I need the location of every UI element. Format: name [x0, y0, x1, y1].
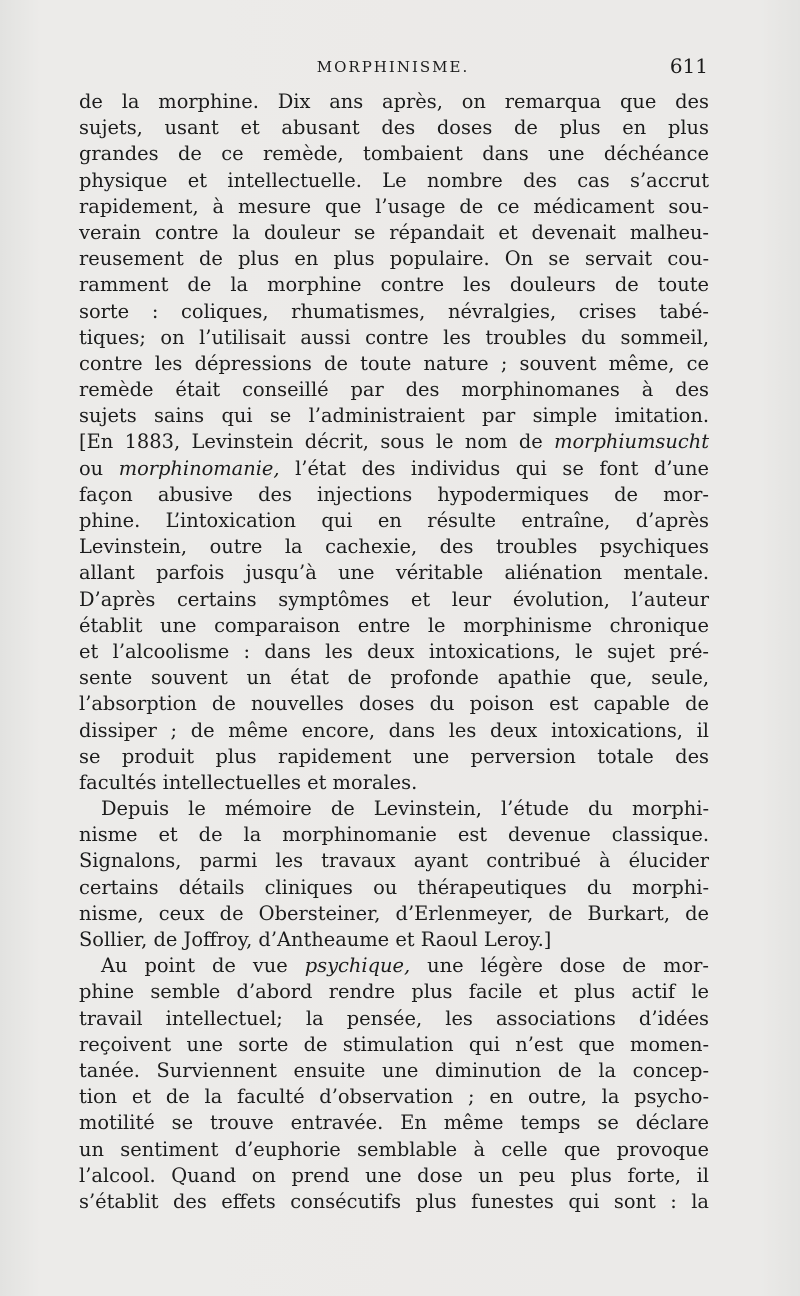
text-line: travail intellectuel; la pensée, les associations d’idées — [79, 1006, 709, 1030]
text-line: nisme, ceux de Obersteiner, d’Erlenmeyer, de Burkart, de — [79, 901, 709, 925]
running-title: MORPHINISME. — [316, 58, 470, 76]
text-line: D’après certains symptômes et leur évolution, l’auteur — [79, 587, 709, 611]
text-line: verain contre la douleur se répandait et devenait malheu- — [79, 220, 709, 244]
italic-term: psychique, — [304, 954, 411, 978]
text-segment: ou — [79, 456, 119, 480]
text-line: facultés intellectuelles et morales. — [79, 770, 418, 794]
text-line: et l’alcoolisme : dans les deux intoxications, le sujet pré- — [79, 639, 709, 663]
text-line: établit une comparaison entre le morphinisme chronique — [79, 613, 709, 637]
text-line: l’alcool. Quand on prend une dose un peu plus forte, il — [79, 1163, 709, 1187]
text-line — [79, 429, 709, 455]
text-line: reçoivent une sorte de stimulation qui n’est que momen- — [79, 1032, 709, 1056]
text-line: de la morphine. Dix ans après, on remarqua que des — [79, 90, 709, 113]
text-line: tiques; on l’utilisait aussi contre les troubles du sommeil, — [79, 325, 709, 349]
page-number: 611 — [669, 54, 708, 78]
text-line: nisme et de la morphinomanie est devenue classique. — [79, 823, 709, 847]
text-segment: Au point de vue — [101, 954, 305, 978]
text-line: s’établit des effets consécutifs plus funestes qui sont : la — [79, 1189, 709, 1213]
text-line: façon abusive des injections hypodermiques de mor- — [79, 482, 709, 506]
text-line — [79, 953, 709, 979]
text-line: phine. L’intoxication qui en résulte entraîne, d’après — [79, 509, 709, 532]
text-line: phine semble d’abord rendre plus facile et plus actif le — [79, 980, 709, 1004]
text-line: sujets, usant et abusant des doses de plus en plus — [79, 116, 709, 140]
text-line: rapidement, à mesure que l’usage de ce médicament sou- — [79, 194, 709, 218]
text-line: un sentiment d’euphorie semblable à celle que provoque — [79, 1137, 709, 1161]
page-header — [78, 54, 708, 84]
text-line: contre les dépressions de toute nature ; souvent même, ce — [79, 351, 709, 375]
text-line: dissiper ; de même encore, dans les deux intoxications, il — [79, 718, 709, 742]
text-line: remède était conseillé par des morphinomanes à des — [79, 378, 709, 402]
text-line: l’absorption de nouvelles doses du poison est capable de — [79, 692, 709, 716]
text-line: Sollier, de Joffroy, d’Antheaume et Raoul Leroy.] — [79, 928, 552, 951]
text-line: tion et de la faculté d’observation ; en outre, la psycho- — [79, 1085, 709, 1109]
text-line: se produit plus rapidement une perversion totale des — [79, 744, 709, 768]
italic-term: morphinomanie, — [118, 456, 280, 480]
text-line: reusement de plus en plus populaire. On se servait cou- — [79, 247, 709, 271]
text-line: physique et intellectuelle. Le nombre des cas s’accrut — [79, 168, 709, 192]
text-line: sujets sains qui se l’administraient par simple imitation. — [79, 404, 709, 428]
text-line: motilité se trouve entravée. En même temps se déclare — [79, 1111, 709, 1135]
text-segment: une légère dose de mor- — [410, 954, 709, 978]
text-line: Depuis le mémoire de Levinstein, l’étude du morphi- — [101, 797, 709, 821]
text-line: Levinstein, outre la cachexie, des troubles psychiques — [79, 535, 709, 559]
text-line — [79, 456, 709, 482]
text-line: grandes de ce remède, tombaient dans une déchéance — [79, 142, 709, 166]
text-line: allant parfois jusqu’à une véritable aliénation mentale. — [79, 561, 709, 585]
text-line: tanée. Surviennent ensuite une diminution de la concep- — [79, 1058, 709, 1082]
text-line: ramment de la morphine contre les douleurs de toute — [79, 273, 709, 297]
text-segment: [En 1883, Levinstein décrit, sous le nom de — [79, 430, 555, 454]
text-line: certains détails cliniques ou thérapeutiques du morphi- — [79, 875, 709, 899]
body-text — [79, 89, 709, 1215]
text-line: Signalons, parmi les travaux ayant contribué à élucider — [79, 849, 709, 873]
italic-term: morphiumsucht — [554, 430, 709, 454]
text-segment: l’état des individus qui se font d’une — [279, 456, 709, 480]
text-line: sente souvent un état de profonde apathie que, seule, — [79, 666, 709, 690]
text-line: sorte : coliques, rhumatismes, névralgies, crises tabé- — [79, 299, 709, 323]
